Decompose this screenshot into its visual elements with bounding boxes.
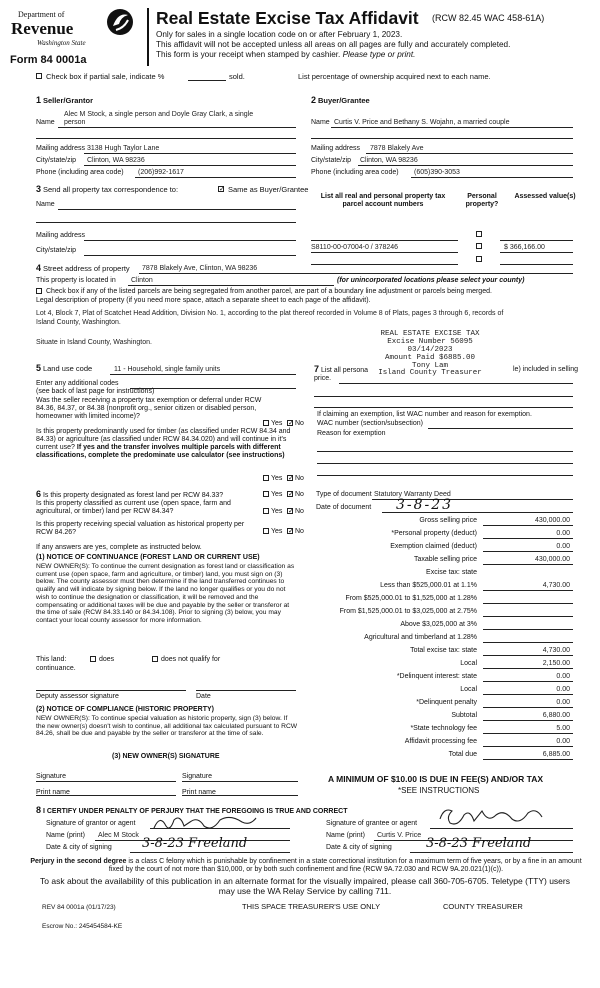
treasurer-space-label: THIS SPACE TREASURER'S USE ONLY [242,902,381,911]
grantor-signature [150,812,260,834]
form-title: Real Estate Excise Tax Affidavit [156,8,419,28]
buyer-phone-field[interactable] [411,177,573,178]
tax-row-field[interactable] [483,720,573,721]
tax-row-label: Local [460,686,477,693]
reason-field-2[interactable] [317,463,573,464]
tax-row-label: *Delinquent interest: state [396,673,477,680]
buyer-city-label: City/state/zip [311,157,352,164]
grantor-name-label: Name (print) [46,832,85,839]
tax-row-field[interactable] [483,564,573,565]
land-does-label: does [99,656,115,663]
located-field[interactable] [128,285,334,286]
tax-row-value: 0.00 [556,673,570,680]
dept-line3: Washington State [37,39,86,47]
personal-property-checkbox-0[interactable] [476,231,482,237]
parcel-row-1[interactable] [311,252,458,253]
tax-row-label: Taxable selling price [413,556,477,563]
tax-row-label: Subtotal [451,712,477,719]
tax-row-value: 0.00 [556,530,570,537]
deputy-date-field[interactable] [196,690,296,691]
buyer-name-field[interactable] [331,127,573,128]
grantor-date-field[interactable] [130,852,290,853]
personal-list-label-b: le) included in selling [513,366,578,373]
timber-yes-checkbox[interactable] [263,475,269,481]
tax-row-label: Total due [448,751,477,758]
street-address-field[interactable] [139,273,573,274]
corr-mailing-label: Mailing address [36,232,86,239]
ownership-note: List percentage of ownership acquired next to each name. [298,72,491,81]
tax-row-value: 430,000.00 [534,556,570,563]
tax-row-field[interactable] [483,551,573,552]
tax-row-value: 2,150.00 [542,660,570,667]
exemption-no-label: No [295,420,304,427]
forest-heading: 6 Is this property designated as forest land per RCW 84.33? [36,489,224,499]
continuance-label: continuance. [36,665,76,672]
owner-print-label-2: Print name [182,789,216,796]
tax-row-label: Total excise tax: state [410,647,477,654]
buyer-name-field-2[interactable] [311,138,573,139]
dept-line1: Department of [18,10,65,19]
grantee-name-label: Name (print) [326,832,365,839]
tax-row-value: 6,885.00 [542,751,570,758]
exemption-no-checkbox[interactable] [287,420,293,426]
situate-text: Situate in Island County, Washington. [36,339,152,346]
revenue-logo-icon [106,8,134,36]
forest-q1-yes-checkbox[interactable] [263,491,269,497]
tax-row-field[interactable] [483,668,573,669]
timber-no-label: No [295,475,304,482]
personal-list-label-c: price. [314,375,332,382]
boundary-note: Check box if any of the listed parcels are being segregated from another parcel, are part of a boundary line adjustment or parcels being merged. [46,288,492,295]
legal-description-note: Legal description of property (if you need more space, attach a separate sheet to each page of the affidavit). [36,297,371,304]
tax-row-value: 0.00 [556,686,570,693]
dor-logo [8,8,136,52]
tax-row-label: From $525,000.01 to $1,525,000 at 1.28% [345,595,477,602]
owner-print-label-1: Print name [36,789,70,796]
seller-phone-field[interactable] [135,177,296,178]
land-use-value: 11 - Household, single family units [114,366,221,373]
same-as-buyer-checkbox[interactable] [218,186,224,192]
personal-list-field-3[interactable] [314,407,573,408]
forest-q2-no-checkbox[interactable] [287,508,293,514]
timber-no-checkbox[interactable] [287,475,293,481]
grantee-signature-label: Signature of grantee or agent [326,820,418,827]
grantor-date-value: 3-8-23 Freeland [142,836,248,851]
header-note-2: This affidavit will not be accepted unless all areas on all pages are fully and accurately completed. [156,40,511,49]
tax-row-label: Local [460,660,477,667]
seller-mailing-value: 3138 Hugh Taylor Lane [87,145,160,152]
corr-name-field-2[interactable] [36,222,296,223]
notice1-body: NEW OWNER(S): To continue the current designation as forest land or classification as current use (open space, farm and agriculture, or timber) land, you must sign on (3) below. The county assessor must then determine if the land transferred continues to qualify and will indicate by signing below. If the land no longer qualifies or you do not wish to continue the designation or classification, it will be removed and the compensating or additional taxes will be due and payable by the seller or transferor at the time of sale (RCW 84.33.140 or 84.34.108). Prior to signing (3) below, you may contact your local county assessor for more information. [36,563,295,624]
reason-field-1[interactable] [317,451,573,452]
alt-format-note: To ask about the availability of this publication in an alternate format for the visually impaired, please call 360-705-6705. Teletype (TTY) users may use the WA Relay Service by calling 711. [40,876,570,896]
owner-signature-label-2: Signature [182,773,212,780]
personal-list-field-2[interactable] [314,396,573,397]
seller-phone-label: Phone (including area code) [36,169,124,176]
tax-row-value: 5.00 [556,725,570,732]
deputy-label: Deputy assessor signature [36,693,119,700]
tax-row-value: 4,730.00 [542,582,570,589]
parcel-row-0[interactable] [311,240,458,241]
correspondence-heading: 3 Send all property tax correspondence to: [36,184,179,194]
grantee-signature [436,805,546,829]
buyer-phone-label: Phone (including area code) [311,169,399,176]
grantor-signature-label: Signature of grantor or agent [46,820,136,827]
street-heading: 4 Street address of property [36,263,130,273]
seller-mailing-label: Mailing address [36,145,86,152]
assessed-value-field-1[interactable] [500,252,573,253]
unincorporated-note: (for unincorporated locations please select your county) [337,277,525,284]
timber-yes-label: Yes [271,475,283,482]
form-number: Form 84 0001a [10,54,87,66]
tax-row-field[interactable] [483,681,573,682]
this-land-label: This land: [36,656,67,663]
tax-row-label: *State technology fee [410,725,477,732]
owner-signature-field-2[interactable] [182,781,298,782]
assessed-value-column-header: Assessed value(s) [514,193,576,200]
located-value: Clinton [131,277,153,284]
header-divider [147,8,149,66]
same-as-buyer-label: Same as Buyer/Grantee [228,185,309,194]
escrow-number: Escrow No.: 245454584-KE [42,923,123,930]
street-address-value: 7878 Blakely Ave, Clinton, WA 98236 [142,265,258,272]
parcel-column-header: List all real and personal property tax parcel account numbers [320,193,446,209]
assessed-value-field-0[interactable] [500,240,573,241]
personal-list-field-1[interactable] [339,383,573,384]
tax-row-field[interactable] [483,603,573,604]
revision-label: REV 84 0001a (01/17/23) [42,904,116,911]
located-label: This property is located in [36,277,116,284]
tax-row-value: 6,880.00 [542,712,570,719]
forest-q3-no-label: No [295,528,304,535]
buyer-city-value: Clinton, WA 98236 [360,157,418,164]
notice3-heading: (3) NEW OWNER(S) SIGNATURE [112,753,220,760]
tax-row-field[interactable] [483,616,573,617]
buyer-city-field[interactable] [358,165,573,166]
tax-row-field[interactable] [483,525,573,526]
grantee-name-value: Curtis V. Price [377,832,422,839]
header-note-3: This form is your receipt when stamped by cashier. Please type or print. [156,50,416,59]
deputy-signature-field[interactable] [36,690,186,691]
corr-city-field[interactable] [84,255,296,256]
tax-row-value: 0.00 [556,699,570,706]
land-use-heading: 5 Land use code [36,363,93,373]
forest-q3-yes-checkbox[interactable] [263,528,269,534]
land-does-checkbox[interactable] [90,656,96,662]
tax-row-label: *Personal property (deduct) [391,530,477,537]
forest-q2: Is this property classified as current use (open space, farm and agricultural, or timber) land per RCW 84.34? [36,500,231,516]
tax-row-label: Above $3,025,000 at 3% [400,621,477,628]
seller-phone-value: (206)992-1617 [138,169,184,176]
wac-field[interactable] [428,428,573,429]
corr-name-field[interactable] [58,209,296,210]
tax-row-value: 0.00 [556,738,570,745]
grantor-date-label: Date & city of signing [46,844,112,851]
parcel-row-2[interactable] [311,264,458,265]
land-use-field[interactable] [110,374,296,375]
grantor-name-value: Alec M Stock [98,832,139,839]
tax-row-field[interactable] [483,707,573,708]
partial-percent-field[interactable] [188,80,226,81]
notice1-heading: (1) NOTICE OF CONTINUANCE (FOREST LAND OR CURRENT USE) [36,554,260,561]
wac-label: WAC number (section/subsection) [317,420,423,427]
partial-sale-label: Check box if partial sale, indicate % [46,72,165,81]
assessed-value-field-2[interactable] [500,264,573,265]
tax-row-field[interactable] [483,746,573,747]
forest-q2-yes-label: Yes [271,508,283,515]
tax-row-label: Gross selling price [419,517,477,524]
owner-signature-label-1: Signature [36,773,66,780]
tax-row-label: Agricultural and timberland at 1.28% [364,634,477,641]
forest-q1-yes-label: Yes [271,491,283,498]
seller-name-line2: person [64,119,86,126]
corr-mailing-field[interactable] [84,240,296,241]
seller-city-label: City/state/zip [36,157,77,164]
deputy-date-label: Date [196,693,211,700]
buyer-name-value: Curtis V. Price and Bethany S. Wojahn, a married couple [334,119,510,126]
tax-row-field[interactable] [483,642,573,643]
forest-q1-no-label: No [295,491,304,498]
personal-property-column-header: Personal property? [465,193,499,209]
grantee-date-label: Date & city of signing [326,844,392,851]
certify-heading: 8 I CERTIFY UNDER PENALTY OF PERJURY THAT THE FOREGOING IS TRUE AND CORRECT [36,805,348,815]
doc-type-value: Statutory Warranty Deed [374,491,451,498]
exemption-question: Was the seller receiving a property tax exemption or deferral under RCW 84.36, 84.37, or 84.38 (nonprofit org., senior citizen or disabled person, homeowner with limited income)? [36,397,262,421]
forest-q3-no-checkbox[interactable] [287,528,293,534]
additional-codes-note: (see back of last page for instructions) [36,388,155,395]
dept-line2: Revenue [11,19,74,38]
personal-list-heading: 7 List all persona [314,364,369,374]
forest-if-any: If any answers are yes, complete as instructed below. [36,544,202,551]
tax-row-field[interactable] [483,590,573,591]
personal-property-checkbox-1[interactable] [476,243,482,249]
reason-label: Reason for exemption [317,430,386,437]
tax-row-field[interactable] [483,629,573,630]
perjury-note: Perjury in the second degree is a class C felony which is punishable by confinement in a state correctional institution for a maximum term of five years, or by a fine in an amount fixed by the court of not more than $10,000, or by both such confinement and fine (RCW 9A.72.030 and RCW 9A.20.021(1)(c)). [30,858,582,874]
grantee-date-value: 3-8-23 Freeland [426,836,532,851]
exemption-note: If claiming an exemption, list WAC number and reason for exemption. [317,411,532,418]
doc-date-value: 3-8-23 [396,497,454,513]
seller-mailing-field[interactable] [84,153,296,154]
partial-sold-label: sold. [229,72,245,81]
tax-row-label: Excise tax: state [426,569,477,576]
grantee-date-field[interactable] [410,852,573,853]
forest-q2-yes-checkbox[interactable] [263,508,269,514]
tax-row-field[interactable] [483,655,573,656]
tax-row-label: Affidavit processing fee [404,738,477,745]
seller-name-line1: Alec M Stock, a single person and Doyle Gray Clark, a single [64,111,254,118]
partial-sale-checkbox[interactable] [36,73,42,79]
buyer-mailing-field[interactable] [366,153,573,154]
forest-q2-no-label: No [295,508,304,515]
notice2-heading: (2) NOTICE OF COMPLIANCE (HISTORIC PROPERTY) [36,706,214,713]
tax-row-value: 4,730.00 [542,647,570,654]
parcel-number: S8110-00-07004-0 / 378246 [311,244,399,251]
buyer-mailing-label: Mailing address [311,145,361,152]
header-note-1: Only for sales in a single location code on or after February 1, 2023. [156,30,403,39]
land-does-not-checkbox[interactable] [152,656,158,662]
seller-name-field[interactable] [58,127,296,128]
corr-name-label: Name [36,201,55,208]
minimum-fee-note: A MINIMUM OF $10.00 IS DUE IN FEE(S) AND/OR TAX [328,774,544,784]
assessed-value-1: $ 366,166.00 [504,244,545,251]
tax-row-field[interactable] [483,538,573,539]
tax-row-field[interactable] [483,759,573,760]
seller-heading: 1 Seller/Grantor [36,95,93,105]
legal-description-line2: Island County, Washington. [36,319,121,326]
doc-date-field[interactable] [382,512,573,513]
doc-date-label: Date of document [316,504,372,511]
reason-field-3[interactable] [317,475,573,476]
buyer-heading: 2 Buyer/Grantee [311,95,370,105]
legal-description-line1: Lot 4, Block 7, Plat of Scatchet Head Addition, Division No. 1, according to the plat thereof recorded in Volume 8 of Plats, pages 3 through 6, records of [36,310,504,317]
tax-row-label: Less than $525,000.01 at 1.1% [380,582,477,589]
exemption-yes-checkbox[interactable] [263,420,269,426]
tax-row-label: From $1,525,000.01 to $3,025,000 at 2.75% [339,608,477,615]
additional-codes-field[interactable] [130,388,296,389]
buyer-phone-value: (605)390-3053 [414,169,460,176]
forest-q3: Is this property receiving special valuation as historical property per RCW 84.26? [36,521,245,537]
seller-city-field[interactable] [84,165,296,166]
tax-row-value: 0.00 [556,543,570,550]
buyer-mailing-value: 7878 Blakely Ave [370,145,424,152]
additional-codes-label: Enter any additional codes [36,380,119,387]
forest-q3-yes-label: Yes [271,528,283,535]
personal-property-checkbox-2[interactable] [476,256,482,262]
tax-row-label: *Delinquent penalty [416,699,477,706]
tax-row-value: 430,000.00 [534,517,570,524]
boundary-checkbox[interactable] [36,288,42,294]
tax-row-field[interactable] [483,694,573,695]
excise-tax-stamp: REAL ESTATE EXCISE TAX Excise Number 56095 03/14/2023 Amount Paid $6885.00 Tony Lam Island County Treasurer [378,330,482,378]
seller-name-label: Name [36,119,55,126]
notice2-body: NEW OWNER(S): To continue special valuation as historic property, sign (3) below. If the new owner(s) doesn't wish to continue, all additional tax calculated pursuant to RCW 84.26, shall be due and payable by the seller or transferor at the time of sale. [36,715,298,738]
seller-city-value: Clinton, WA 98236 [87,157,145,164]
rcw-reference: (RCW 82.45 WAC 458-61A) [432,13,545,23]
forest-q1-no-checkbox[interactable] [287,491,293,497]
buyer-name-label: Name [311,119,330,126]
exemption-yes-label: Yes [271,420,283,427]
owner-signature-field-1[interactable] [36,781,176,782]
timber-question: Is this property predominantly used for timber (as classified under RCW 84.34 and 84.33) or agriculture (as classified under RCW 84.34.020) and will continue in it's current use? If yes and the transfer involves multiple parcels with different classifications, complete the predominate use calculator (see instructions) [36,428,291,460]
tax-row-field[interactable] [483,733,573,734]
see-instructions-note: *SEE INSTRUCTIONS [398,786,480,795]
seller-name-field-2[interactable] [36,138,296,139]
doc-type-label: Type of document [316,491,372,498]
corr-city-label: City/state/zip [36,247,77,254]
land-does-not-label: does not qualify for [161,656,221,663]
county-treasurer-label: COUNTY TREASURER [443,902,523,911]
tax-row-label: Exemption claimed (deduct) [390,543,477,550]
